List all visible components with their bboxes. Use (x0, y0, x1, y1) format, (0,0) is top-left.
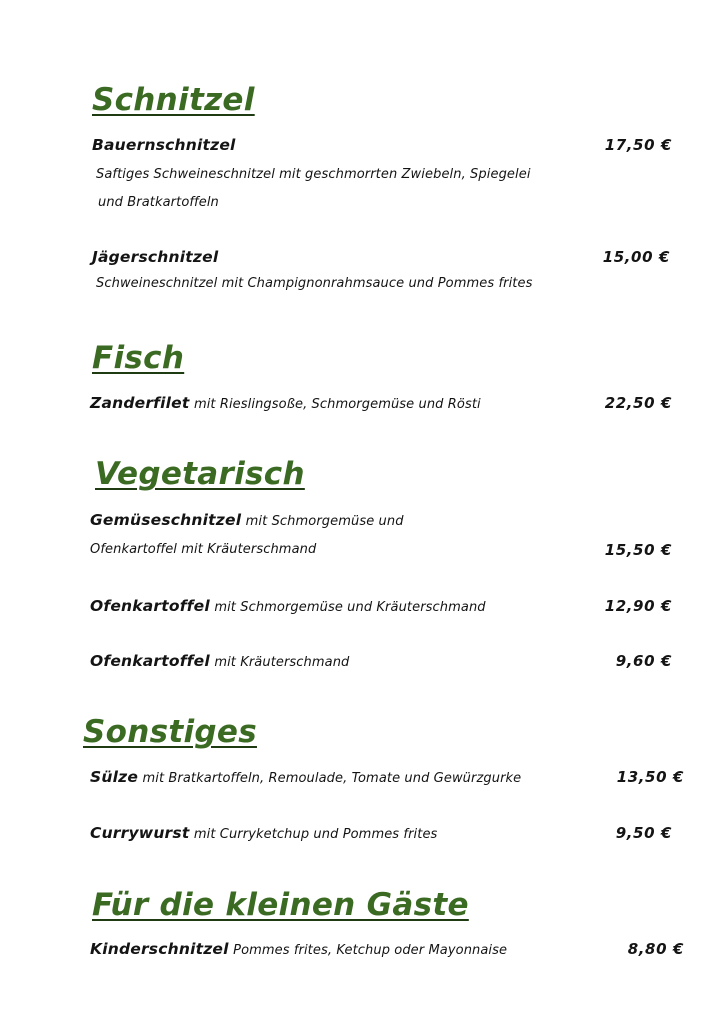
section-heading-schnitzel: Schnitzel (92, 82, 255, 118)
menu-item-description: mit Kräuterschmand (214, 655, 350, 670)
menu-item-price: 9,50 € (615, 824, 672, 842)
menu-item (90, 510, 404, 532)
menu-item-description: mit Curryketchup und Pommes frites (193, 827, 438, 842)
section-heading-kinder: Für die kleinen Gäste (92, 887, 469, 923)
menu-item-description: mit Schmorgemüse und Kräuterschmand (214, 600, 486, 615)
menu-item-name: Ofenkartoffel (90, 597, 210, 615)
menu-item-price: 15,00 € (602, 248, 670, 266)
menu-item-description: mit Schmorgemüse und (245, 514, 404, 529)
menu-item-price: 17,50 € (604, 136, 672, 154)
section-heading-fisch: Fisch (92, 340, 185, 376)
menu-item-price: 13,50 € (616, 768, 684, 786)
menu-item-description: und Bratkartoffeln (98, 195, 219, 210)
menu-item-name: Zanderfilet (90, 394, 190, 412)
menu-item-name: Gemüseschnitzel (90, 511, 242, 529)
menu-item-description: mit Bratkartoffeln, Remoulade, Tomate und Gewürzgurke (142, 771, 522, 786)
menu-item-name: Ofenkartoffel (90, 652, 210, 670)
section-heading-vegetarisch: Vegetarisch (95, 456, 305, 492)
menu-item-description: Ofenkartoffel mit Kräuterschmand (90, 542, 317, 557)
menu-item-description: Saftiges Schweineschnitzel mit geschmorrten Zwiebeln, Spiegelei (96, 167, 531, 182)
menu-item-name: Jägerschnitzel (92, 248, 219, 266)
menu-item-price: 9,60 € (615, 652, 672, 670)
menu-item (90, 393, 481, 415)
menu-item (90, 823, 437, 845)
menu-item (90, 651, 349, 673)
menu-item (90, 767, 521, 789)
menu-item-name: Bauernschnitzel (92, 136, 236, 154)
menu-item-name: Kinderschnitzel (90, 940, 229, 958)
menu-item (90, 596, 486, 618)
section-heading-sonstiges: Sonstiges (83, 714, 257, 750)
menu-item-price: 8,80 € (627, 940, 684, 958)
menu-item-name: Sülze (90, 768, 139, 786)
menu-item-description: mit Rieslingsoße, Schmorgemüse und Rösti (193, 397, 481, 412)
menu-item-description: Schweineschnitzel mit Champignonrahmsauce und Pommes frites (96, 276, 533, 291)
menu-item-price: 12,90 € (604, 597, 672, 615)
menu-item-description: Pommes frites, Ketchup oder Mayonnaise (233, 943, 508, 958)
menu-item (90, 939, 507, 961)
menu-item-price: 22,50 € (604, 394, 672, 412)
menu-item-price: 15,50 € (604, 541, 672, 559)
menu-item-name: Currywurst (90, 824, 190, 842)
